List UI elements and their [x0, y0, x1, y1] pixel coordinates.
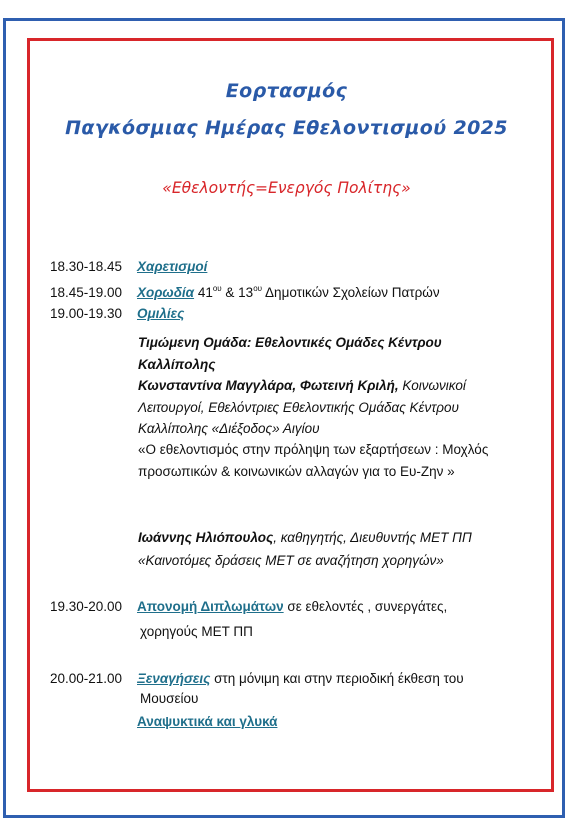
title-line-1: Εορτασμός	[225, 80, 348, 102]
speakers-1-names: Κωνσταντίνα Μαγγλάρα, Φωτεινή Κριλή,	[138, 378, 399, 393]
greetings-link[interactable]: Χαρετισμοί	[137, 259, 208, 274]
choir-text-b: & 13	[221, 285, 254, 300]
title-line-2: Παγκόσμιας Ημέρας Εθελοντισμού 2025	[65, 117, 508, 139]
time-slot-3: 19.00-19.30	[50, 306, 123, 321]
talk-1-title: «Ο εθελοντισμός στην πρόληψη των εξαρτήσεων : Μοχλός προσωπικών & κοινωνικών αλλαγών για το Ευ-Ζην »	[138, 442, 489, 479]
diplomas-link[interactable]: Απονομή Διπλωμάτων	[137, 599, 284, 614]
tours-text: στη μόνιμη και στην περιοδική έκθεση του	[210, 671, 464, 686]
speaker-2-name: Ιωάννης Ηλιόπουλος	[138, 530, 274, 545]
speakers-1-role: Κοινωνικοί Λειτουργοί, Εθελόντριες Εθελοντικής Ομάδας Κέντρου Καλλίπολης «Διέξοδος» Αιγίου	[138, 378, 466, 436]
time-slot-4: 19.30-20.00	[50, 599, 123, 614]
choir-text-c: Δημοτικών Σχολείων Πατρών	[262, 285, 440, 300]
time-slot-2: 18.45-19.00	[50, 285, 123, 300]
time-slot-5: 20.00-21.00	[50, 671, 123, 686]
schedule-item-2	[137, 282, 440, 304]
diplomas-text-line2: χορηγούς ΜΕΤ ΠΠ	[140, 624, 253, 639]
refreshments-link[interactable]: Αναψυκτικά και γλυκά	[137, 714, 278, 729]
choir-text-a: 41	[194, 285, 213, 300]
speaker-2-role: , καθηγητής, Διευθυντής ΜΕΤ ΠΠ	[273, 530, 472, 545]
time-slot-1: 18.30-18.45	[50, 259, 123, 274]
tours-text-line2: Μουσείου	[140, 691, 199, 706]
schedule-item-3	[137, 303, 184, 325]
schedule-item-5	[137, 668, 464, 690]
honored-group: Τιμώμενη Ομάδα: Εθελοντικές Ομάδες Κέντρου Καλλίπολης	[138, 335, 442, 372]
tours-link[interactable]: Ξεναγήσεις	[137, 671, 211, 686]
choir-sup-b: ου	[253, 284, 263, 293]
choir-link[interactable]: Χορωδία	[137, 285, 195, 300]
schedule-item-1	[137, 256, 207, 278]
diplomas-text: σε εθελοντές , συνεργάτες,	[283, 599, 448, 614]
motto: «Εθελοντής=Ενεργός Πολίτης»	[162, 179, 411, 197]
speakers-1	[138, 375, 523, 440]
speaker-2	[138, 527, 523, 549]
speeches-link[interactable]: Ομιλίες	[137, 306, 185, 321]
talk-2-title: «Καινοτόμες δράσεις ΜΕΤ σε αναζήτηση χορηγών»	[138, 553, 444, 568]
schedule-item-4	[137, 596, 447, 618]
refreshments-item	[137, 711, 277, 733]
choir-sup-a: ου	[212, 284, 222, 293]
